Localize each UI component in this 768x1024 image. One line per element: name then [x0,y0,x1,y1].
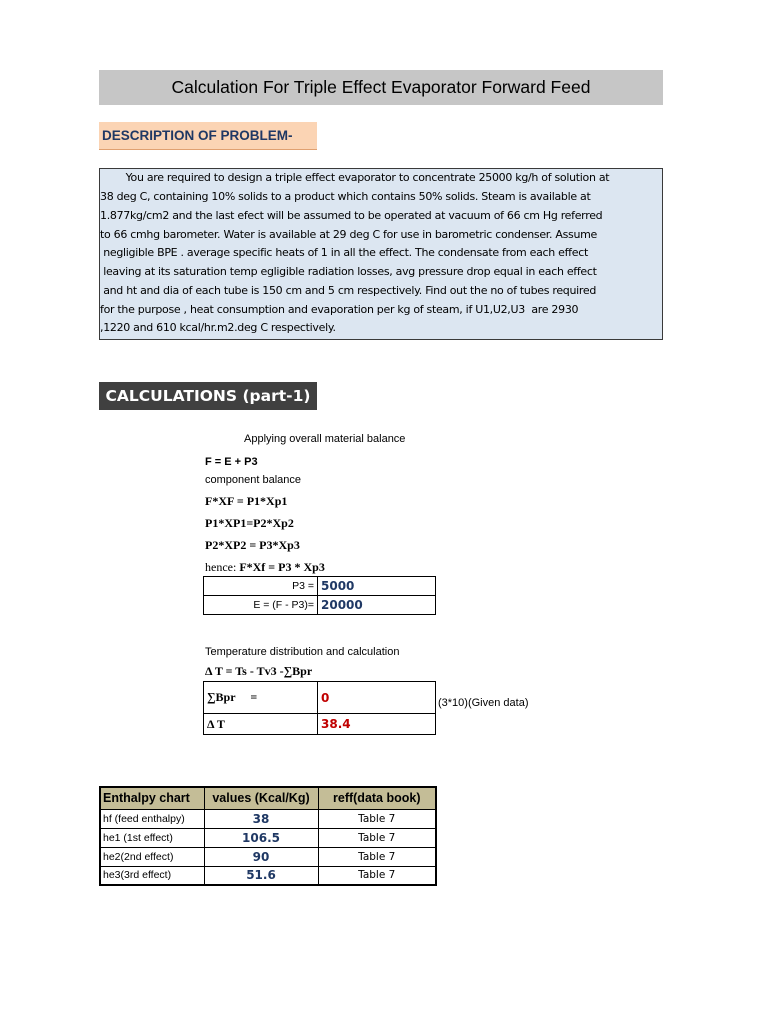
bpr-value: 0 [318,682,436,714]
component-balance-label: component balance [205,474,302,486]
problem-line: and ht and dia of each tube is 150 cm and 5 cm respectively. Find out the no of tubes required [100,284,597,297]
enthalpy-table [99,786,437,886]
column-header: Enthalpy chart [100,787,204,809]
problem-line: negligible BPE . average specific heats of 1 in all the effect. The condensate from each effect [100,246,588,259]
problem-line: 38 deg C, containing 10% solids to a product which contains 50% solids. Steam is available at [100,190,591,203]
problem-statement-box [99,168,663,340]
problem-line: to 66 cmhg barometer. Water is available at 29 deg C for use in barometric condenser. Assume [100,228,598,241]
p3-label: P3 = [204,577,318,596]
enthalpy-reference: Table 7 [318,847,436,866]
temperature-table [203,681,436,735]
enthalpy-value: 51.6 [204,866,318,885]
problem-line: leaving at its saturation temp egligible radiation losses, avg pressure drop equal in each effect [100,265,597,278]
enthalpy-value: 38 [204,809,318,828]
enthalpy-name: he2(2nd effect) [100,847,204,866]
enthalpy-reference: Table 7 [318,866,436,885]
table-row [100,828,436,847]
description-heading: DESCRIPTION OF PROBLEM- [99,122,317,150]
equation-component-2: P1*XP1=P2*Xp2 [205,516,294,530]
evaporation-value: 20000 [318,596,436,615]
delta-t-label: Δ T [204,714,318,735]
enthalpy-value: 90 [204,847,318,866]
problem-line: ,1220 and 610 kcal/hr.m2.deg C respectively. [100,321,336,334]
table-row [100,809,436,828]
equation-overall: F = E + P3 [205,456,258,468]
page-title: Calculation For Triple Effect Evaporator Forward Feed [99,70,663,105]
temperature-equation: Δ T = Ts - Tv3 -∑Bpr [205,664,313,678]
problem-line: for the purpose , heat consumption and evaporation per kg of steam, if U1,U2,U3 are 2930 [100,303,579,316]
calculations-heading: CALCULATIONS (part-1) [99,382,317,410]
enthalpy-reference: Table 7 [318,828,436,847]
enthalpy-name: he1 (1st effect) [100,828,204,847]
table-row [204,682,436,714]
column-header: values (Kcal/Kg) [204,787,318,809]
column-header: reff(data book) [318,787,436,809]
bpr-note: (3*10)(Given data) [438,697,529,709]
equation-component-1: F*XF = P1*Xp1 [205,494,288,508]
enthalpy-value: 106.5 [204,828,318,847]
equation-hence: F*Xf = P3 * Xp3 [239,560,325,574]
equation-component-3: P2*XP2 = P3*Xp3 [205,538,300,552]
enthalpy-reference: Table 7 [318,809,436,828]
hence-line [205,560,325,575]
material-balance-heading: Applying overall material balance [244,433,406,445]
product-results-table [203,576,436,615]
hence-label: hence: [205,560,237,574]
table-row [100,847,436,866]
table-header-row [100,787,436,809]
enthalpy-name: he3(3rd effect) [100,866,204,885]
table-row [204,714,436,735]
table-row [204,577,436,596]
p3-value: 5000 [318,577,436,596]
bpr-label: ∑Bpr = [204,682,318,714]
enthalpy-name: hf (feed enthalpy) [100,809,204,828]
table-row [100,866,436,885]
problem-line: 1.877kg/cm2 and the last efect will be assumed to be operated at vacuum of 66 cm Hg referred [100,209,603,222]
delta-t-value: 38.4 [318,714,436,735]
evaporation-label: E = (F - P3)= [204,596,318,615]
table-row [204,596,436,615]
temperature-heading: Temperature distribution and calculation [205,646,400,658]
problem-line: You are required to design a triple effect evaporator to concentrate 25000 kg/h of solution at [100,171,610,184]
